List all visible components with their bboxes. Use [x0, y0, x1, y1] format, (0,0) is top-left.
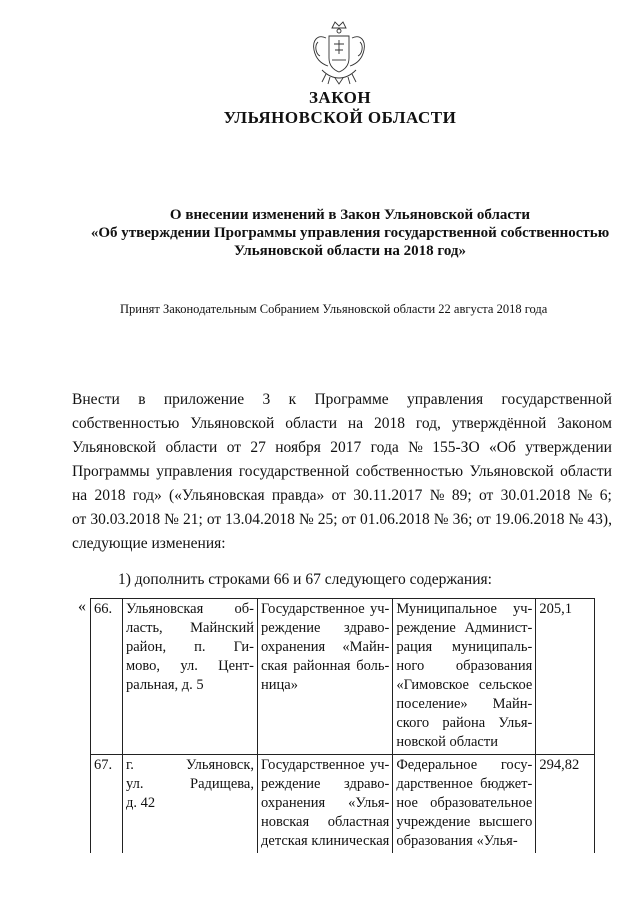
word: 3 — [262, 391, 271, 408]
word: от — [206, 511, 222, 528]
word: от — [226, 439, 242, 456]
word: «Об — [489, 439, 516, 456]
word: об- — [234, 601, 254, 617]
word: 30.03.2018 — [90, 511, 161, 528]
word: поселение» — [396, 696, 468, 712]
word: 6; — [599, 487, 612, 504]
text-line — [72, 412, 612, 436]
organization-cell — [258, 599, 393, 755]
word: управления — [156, 463, 233, 480]
law-heading: ЗАКОН — [308, 88, 372, 107]
word: от — [341, 511, 356, 528]
word: Радищева, — [190, 776, 254, 792]
table-row — [91, 755, 595, 854]
word: Программы — [72, 463, 150, 480]
word: Ульяновск, — [185, 757, 254, 773]
word: Ульяновской — [190, 415, 275, 432]
word: высшего — [478, 814, 533, 830]
word: 30.01.2018 — [500, 487, 571, 504]
word: охранения — [261, 639, 326, 655]
word: приложение — [163, 391, 245, 408]
text-line — [126, 619, 254, 638]
word: 2018 — [94, 487, 126, 504]
text-line — [396, 676, 532, 695]
word: учреждение — [396, 814, 471, 830]
row-number-cell: 67. — [91, 755, 123, 854]
region-heading: УЛЬЯНОВСКОЙ ОБЛАСТИ — [223, 108, 457, 127]
amendment-item-1: 1) дополнить строками 66 и 67 следующего содержания: — [118, 571, 492, 588]
text-line — [126, 775, 254, 794]
text-line — [72, 388, 612, 412]
text-line — [72, 460, 612, 484]
word: рация — [396, 639, 433, 655]
word: области — [285, 415, 338, 432]
word: новская — [261, 814, 310, 830]
text-line — [396, 813, 532, 832]
word: образования — [455, 658, 533, 674]
word: госу- — [500, 757, 533, 773]
text-line — [126, 657, 254, 676]
word: Внести — [72, 391, 120, 408]
word: ное — [396, 795, 418, 811]
text-line — [396, 600, 532, 619]
text-line — [396, 619, 532, 638]
word: Государственное — [261, 601, 365, 617]
word: 2018 — [374, 415, 405, 432]
text-line — [396, 695, 532, 714]
word: сельское — [478, 677, 533, 693]
word: дарственное — [396, 776, 473, 792]
word: здраво- — [343, 620, 390, 636]
word: Майнский — [190, 620, 254, 636]
word: ница» — [261, 677, 298, 693]
word: на — [72, 487, 88, 504]
word: 19.06.2018 — [494, 511, 565, 528]
word: 01.06.2018 — [359, 511, 430, 528]
word: № — [433, 511, 449, 528]
word: правда» — [271, 487, 325, 504]
table-open-quote: « — [78, 598, 86, 615]
word: Государственное — [261, 757, 365, 773]
word: области — [560, 463, 612, 480]
text-line — [396, 638, 532, 657]
word: утверждении — [525, 439, 612, 456]
word: № — [577, 487, 593, 504]
text-line — [126, 756, 254, 775]
word: ноября — [275, 439, 321, 456]
word: образовательное — [430, 795, 533, 811]
law-title-line: «Об утверждении Программы управления государственной собственностью — [90, 225, 610, 241]
table-row — [91, 599, 595, 755]
text-line — [396, 794, 532, 813]
text-line — [72, 436, 612, 460]
word: новской области — [396, 734, 498, 750]
word: ул. — [126, 776, 144, 792]
word: районная — [293, 658, 351, 674]
word: утверждённой — [451, 415, 547, 432]
word: государственной — [501, 391, 612, 408]
text-line — [126, 638, 254, 657]
word: 13.04.2018 — [225, 511, 295, 528]
text-line — [126, 676, 254, 695]
word: от — [331, 487, 346, 504]
word: 36; — [452, 511, 473, 528]
text-line — [72, 508, 612, 532]
recipient-cell — [393, 599, 536, 755]
amendment-table — [90, 598, 595, 853]
word: областная — [327, 814, 390, 830]
word: мово, — [126, 658, 161, 674]
word: 2017 — [330, 439, 362, 456]
text-line — [396, 714, 532, 733]
word: № — [429, 487, 445, 504]
word: реждение — [261, 620, 321, 636]
word: года — [370, 439, 399, 456]
word: 25; — [317, 511, 338, 528]
word: № — [164, 511, 179, 528]
word: ного — [396, 658, 425, 674]
word: 21; — [182, 511, 203, 528]
word: от — [72, 511, 87, 528]
word: 43), — [587, 511, 612, 528]
word: в — [138, 391, 146, 408]
word: Цент- — [218, 658, 254, 674]
main-paragraph — [72, 388, 612, 556]
text-line — [396, 657, 532, 676]
text-line — [261, 638, 389, 657]
word: Улья- — [498, 715, 533, 731]
word: управления — [407, 391, 484, 408]
area-cell: 205,1 — [536, 599, 595, 755]
text-line — [396, 832, 532, 851]
text-line — [261, 657, 389, 676]
word: Админист- — [464, 620, 533, 636]
area-cell: 294,82 — [536, 755, 595, 854]
text-line — [261, 756, 389, 775]
word: Майн- — [492, 696, 533, 712]
word: Законом — [557, 415, 612, 432]
word: от — [476, 511, 491, 528]
word: ральная, д. 5 — [126, 677, 204, 693]
word: («Ульяновская — [169, 487, 265, 504]
text-line — [261, 832, 389, 851]
law-title-line: Ульяновской области на 2018 год» — [233, 243, 467, 259]
text-line — [261, 813, 389, 832]
text-line — [261, 775, 389, 794]
word: к — [288, 391, 297, 408]
word: п. — [194, 639, 206, 655]
law-title-line: О внесении изменений в Закон Ульяновской области — [169, 207, 531, 223]
word: охранения — [261, 795, 326, 811]
word: Ульяновская — [126, 601, 204, 617]
word: боль- — [356, 658, 390, 674]
text-line — [72, 484, 612, 508]
word: ул. — [180, 658, 198, 674]
word: государственной — [238, 463, 350, 480]
address-cell — [123, 599, 258, 755]
word: реждение — [261, 776, 321, 792]
text-line — [261, 676, 389, 695]
word: района — [442, 715, 486, 731]
word: следующие изменения: — [72, 535, 226, 552]
word: Ульяновской — [469, 463, 554, 480]
text-line — [126, 794, 254, 813]
word: уч- — [369, 601, 390, 617]
word: Ги- — [233, 639, 254, 655]
word: образования «Улья- — [396, 833, 518, 849]
word: год, — [415, 415, 441, 432]
organization-cell — [258, 755, 393, 854]
word: бюджет- — [480, 776, 533, 792]
word: Ульяновской — [72, 439, 157, 456]
word: детская клиническая — [261, 833, 390, 849]
word: муниципаль- — [451, 639, 533, 655]
word: ского — [396, 715, 430, 731]
word: «Гимовское — [396, 677, 469, 693]
text-line — [72, 532, 612, 556]
text-line — [396, 733, 532, 752]
word: 155-ЗО — [432, 439, 480, 456]
word: 30.11.2017 — [353, 487, 423, 504]
word: ская — [261, 658, 288, 674]
word: уч- — [512, 601, 533, 617]
word: Федеральное — [396, 757, 478, 773]
word: «Майн- — [342, 639, 390, 655]
row-number-cell: 66. — [91, 599, 123, 755]
word: здраво- — [343, 776, 390, 792]
text-line — [396, 756, 532, 775]
word: от — [478, 487, 494, 504]
word: район, — [126, 639, 167, 655]
word: д. 42 — [126, 795, 156, 811]
text-line — [126, 600, 254, 619]
word: ласть, — [126, 620, 163, 636]
law-title — [70, 206, 630, 260]
address-cell — [123, 755, 258, 854]
word: Муниципальное — [396, 601, 497, 617]
word: № — [568, 511, 584, 528]
word: области — [165, 439, 218, 456]
word: № — [298, 511, 314, 528]
word: г. — [126, 757, 134, 773]
word: год» — [132, 487, 162, 504]
adoption-note: Принят Законодательным Собранием Ульяновской области 22 августа 2018 года — [120, 302, 548, 316]
word: собственностью — [355, 463, 464, 480]
word: реждение — [396, 620, 456, 636]
word: уч- — [369, 757, 390, 773]
text-line — [396, 775, 532, 794]
word: Программе — [314, 391, 389, 408]
word: 89; — [451, 487, 472, 504]
text-line — [261, 600, 389, 619]
word: собственностью — [72, 415, 180, 432]
text-line — [261, 794, 389, 813]
coat-of-arms-icon — [308, 20, 370, 86]
word: № — [408, 439, 423, 456]
word: «Улья- — [348, 795, 390, 811]
text-line — [261, 619, 389, 638]
recipient-cell — [393, 755, 536, 854]
word: 27 — [250, 439, 266, 456]
word: на — [347, 415, 364, 432]
